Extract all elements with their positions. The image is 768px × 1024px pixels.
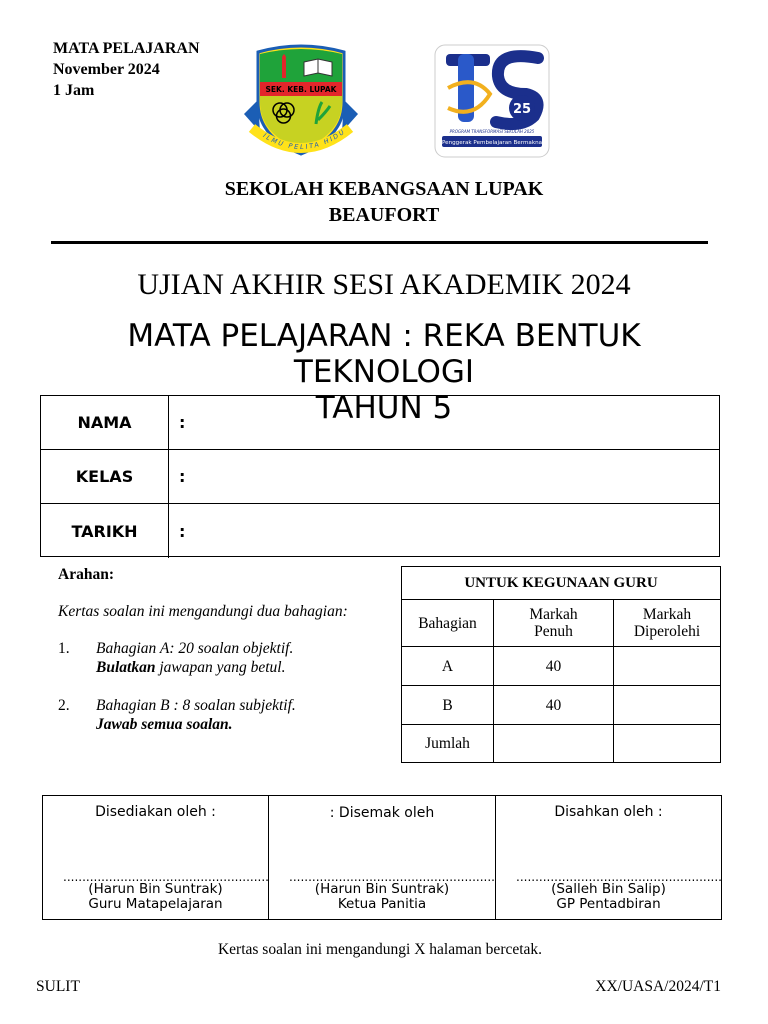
signoff-approved-block xyxy=(496,882,721,912)
instruction-text-2: Bahagian B : 8 soalan subjektif. xyxy=(96,697,296,714)
row-full-b: 40 xyxy=(494,686,614,725)
row-part-b: B xyxy=(402,686,494,725)
instructions xyxy=(58,565,368,734)
row-part-total: Jumlah xyxy=(402,725,494,762)
row-obtained-b[interactable] xyxy=(614,686,720,725)
school-district: BEAUFORT xyxy=(328,204,440,226)
signoff-prepared-dots[interactable]: ...................................................... xyxy=(63,870,269,884)
col-header-obtained: Markah Diperolehi xyxy=(614,600,720,647)
student-row-date xyxy=(41,504,719,558)
instructions-heading: Arahan: xyxy=(58,566,114,583)
program-logo xyxy=(434,44,550,158)
signoff-approved-role: GP Pentadbiran xyxy=(556,896,661,912)
program-logo-svg xyxy=(434,44,550,158)
header-divider xyxy=(51,241,708,244)
field-label-date: TARIKH xyxy=(41,504,169,558)
crest-ribbon-text: SEK. KEB. LUPAK xyxy=(265,85,337,94)
signoff-prepared-title: Disediakan oleh : xyxy=(95,804,216,820)
year-level: TAHUN 5 xyxy=(315,390,453,426)
row-obtained-a[interactable] xyxy=(614,647,720,686)
field-label-class: KELAS xyxy=(41,450,169,503)
student-info-table xyxy=(40,395,720,557)
instruction-item-2 xyxy=(58,696,368,734)
col-header-part: Bahagian xyxy=(402,600,494,647)
signoff-approved-name: (Salleh Bin Salip) xyxy=(551,881,666,897)
row-part-a: A xyxy=(402,647,494,686)
row-obtained-total[interactable] xyxy=(614,725,720,762)
school-heading xyxy=(0,176,768,228)
school-name: SEKOLAH KEBANGSAAN LUPAK xyxy=(224,178,544,200)
signoff-prepared-role: Guru Matapelajaran xyxy=(88,896,223,912)
logo-number: 25 xyxy=(512,102,532,117)
signoff-prepared-block xyxy=(43,882,268,912)
signoff-checked-block xyxy=(269,882,495,912)
col-header-full: Markah Penuh xyxy=(494,600,614,647)
torch-icon xyxy=(282,60,286,78)
header-month-year: November 2024 xyxy=(53,61,160,78)
teacher-table-title: UNTUK KEGUNAAN GURU xyxy=(402,567,720,600)
instruction-num-1: 1. xyxy=(58,640,70,657)
pages-note: Kertas soalan ini mengandungi X halaman bercetak. xyxy=(217,941,543,958)
signoff-table xyxy=(42,795,722,920)
signoff-checked-role: Ketua Panitia xyxy=(337,896,427,912)
logo-program-line: PROGRAM TRANSFORMASI SEKOLAH 2025 xyxy=(449,129,535,134)
signoff-approved-dots[interactable]: ...................................................... xyxy=(516,870,722,884)
footer-classification: SULIT xyxy=(36,978,80,995)
signoff-checked-title: : Disemak oleh xyxy=(329,805,435,821)
header-meta xyxy=(53,38,200,101)
instruction-rest-1: jawapan yang betul. xyxy=(155,659,286,676)
footer-paper-code: XX/UASA/2024/T1 xyxy=(595,978,721,995)
field-value-class[interactable]: : xyxy=(179,467,186,486)
signoff-checked xyxy=(269,796,496,919)
subject-line-2: TEKNOLOGI xyxy=(293,354,475,390)
school-crest-logo xyxy=(238,42,364,162)
instruction-action-2 xyxy=(96,715,368,734)
signoff-prepared xyxy=(43,796,269,919)
student-row-class xyxy=(41,450,719,504)
instruction-bold-1: Bulatkan xyxy=(96,659,156,676)
row-full-a: 40 xyxy=(494,647,614,686)
teacher-marks-table xyxy=(401,566,721,763)
crest-motto: ILMU PELITA HIDU xyxy=(261,127,348,152)
field-value-name[interactable]: : xyxy=(179,413,186,432)
crest-svg xyxy=(238,42,364,162)
signoff-checked-name: (Harun Bin Suntrak) xyxy=(314,881,450,897)
signoff-approved xyxy=(496,796,721,919)
logo-tagline: Penggerak Pembelajaran Bermakna xyxy=(441,140,543,146)
instruction-num-2: 2. xyxy=(58,697,70,714)
field-label-name: NAMA xyxy=(41,396,169,449)
signoff-prepared-name: (Harun Bin Suntrak) xyxy=(88,881,223,897)
signoff-approved-title: Disahkan oleh : xyxy=(554,804,663,820)
row-full-total[interactable] xyxy=(494,725,614,762)
header-subject: MATA PELAJARAN xyxy=(53,40,200,57)
instruction-item-1 xyxy=(58,639,368,677)
instruction-action-1 xyxy=(96,658,368,677)
subject-line-1: MATA PELAJARAN : REKA BENTUK xyxy=(127,318,641,354)
field-value-date[interactable]: : xyxy=(179,521,186,541)
instruction-text-1: Bahagian A: 20 soalan objektif. xyxy=(96,640,294,657)
student-row-name xyxy=(41,396,719,450)
exam-title: UJIAN AKHIR SESI AKADEMIK 2024 xyxy=(137,268,631,301)
instructions-intro: Kertas soalan ini mengandungi dua bahagian: xyxy=(58,603,348,620)
signoff-checked-dots[interactable]: ...................................................... xyxy=(289,870,495,884)
header-duration: 1 Jam xyxy=(53,82,95,99)
instruction-bold-2: Jawab semua soalan. xyxy=(96,716,233,733)
